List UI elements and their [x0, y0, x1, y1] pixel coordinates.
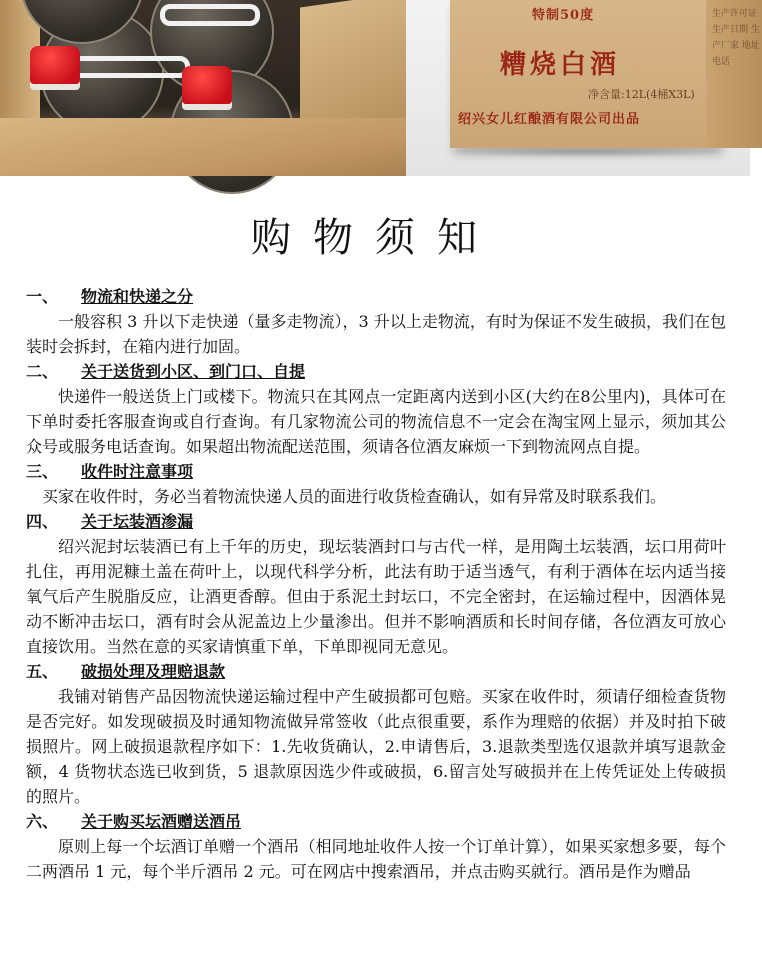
section-heading [26, 809, 726, 834]
section-number: 三、 [26, 462, 59, 481]
section-2 [26, 359, 726, 459]
section-heading [26, 509, 726, 534]
section-heading [26, 359, 726, 384]
section-number: 一、 [26, 287, 59, 306]
carton-side-text: 生产许可证 生产日期 生产厂家 地址 电话 [712, 9, 760, 67]
carton-maker: 绍兴女儿红酿酒有限公司出品 [458, 112, 641, 127]
section-6 [26, 809, 726, 884]
carton-box [450, 0, 760, 148]
page-title: 购物须知 [251, 215, 499, 261]
red-cap [182, 66, 232, 104]
carton-side [706, 0, 762, 148]
section-number: 四、 [26, 512, 59, 531]
section-5 [26, 659, 726, 809]
section-heading [26, 659, 726, 684]
jug-handle [160, 4, 260, 26]
carton-product-name: 糟烧白酒 [500, 50, 621, 80]
section-paragraph: 绍兴泥封坛装酒已有上千年的历史，现坛装酒封口与古代一样，是用陶土坛装酒，坛口用荷叶扎住，再用泥糠土盖在荷叶上，以现代科学分析，此法有助于适当透气，有利于酒体在坛内适当接氧气后产生脱脂反应，让酒更香醇。但由于系泥土封坛口，不完全密封，在运输过程中，因酒体晃动不断冲击坛口，酒有时会从泥盖边上少量渗出。但并不影响酒质和长时间存储，各位酒友可放心直接饮用。当然在意的买家请慎重下单，下单即视同无意见。 [26, 537, 726, 656]
section-1 [26, 284, 726, 359]
section-number: 五、 [26, 662, 59, 681]
section-title: 破损处理及理赔退款 [81, 662, 226, 681]
red-cap [30, 46, 80, 84]
section-number: 六、 [26, 812, 59, 831]
section-number: 二、 [26, 362, 59, 381]
section-title: 关于送货到小区、到门口、自提 [81, 362, 306, 381]
section-3 [26, 459, 726, 509]
jug-handle [70, 56, 190, 78]
section-paragraph: 买家在收件时，务必当着物流快递人员的面进行收货检查确认，如有异常及时联系我们。 [42, 487, 667, 506]
section-paragraph: 一般容积 3 升以下走快递（量多走物流），3 升以上走物流，有时为保证不发生破损，我们在包装时会拆封，在箱内进行加固。 [26, 312, 726, 356]
carton-spec: 特制50度 [532, 8, 595, 23]
section-title: 物流和快递之分 [81, 287, 194, 306]
section-4 [26, 509, 726, 659]
section-title: 关于坛装酒渗漏 [81, 512, 194, 531]
carton-photo [406, 0, 760, 176]
section-paragraph: 快递件一般送货上门或楼下。物流只在其网点一定距离内送到小区(大约在8公里内)，具体可在下单时委托客服查询或自行查询。有几家物流公司的物流信息不一定会在淘宝网上显示，须加其公众号或服务电话查询。如果超出物流配送范围，须请各位酒友麻烦一下到物流网点自提。 [26, 387, 726, 456]
carton-volume: 净含量:12L(4桶X3L) [588, 88, 695, 101]
hero-banner [0, 0, 760, 176]
section-heading [26, 459, 726, 484]
jugs-in-box-photo [0, 0, 406, 176]
notice-content [26, 284, 726, 884]
section-paragraph: 我铺对销售产品因物流快递运输过程中产生破损都可包赔。买家在收件时，须请仔细检查货物是否完好。如发现破损及时通知物流做异常签收（此点很重要，系作为理赔的依据）并及时拍下破损照片。网上破损退款程序如下：1.先收货确认，2.申请售后，3.退款类型选仅退款并填写退款金额，4 货物状态选已收到货，5 退款原因选少件或破损，6.留言处写破损并在上传凭证处上传破损的照片。 [26, 687, 726, 806]
section-title: 关于购买坛酒赠送酒吊 [81, 812, 242, 831]
box-front [0, 118, 406, 176]
section-title: 收件时注意事项 [81, 462, 194, 481]
section-heading [26, 284, 726, 309]
section-paragraph: 原则上每一个坛酒订单赠一个酒吊（相同地址收件人按一个订单计算），如果买家想多要，每个二两酒吊 1 元，每个半斤酒吊 2 元。可在网店中搜索酒吊，并点击购买就行。酒吊是作为赠品 [26, 837, 726, 881]
